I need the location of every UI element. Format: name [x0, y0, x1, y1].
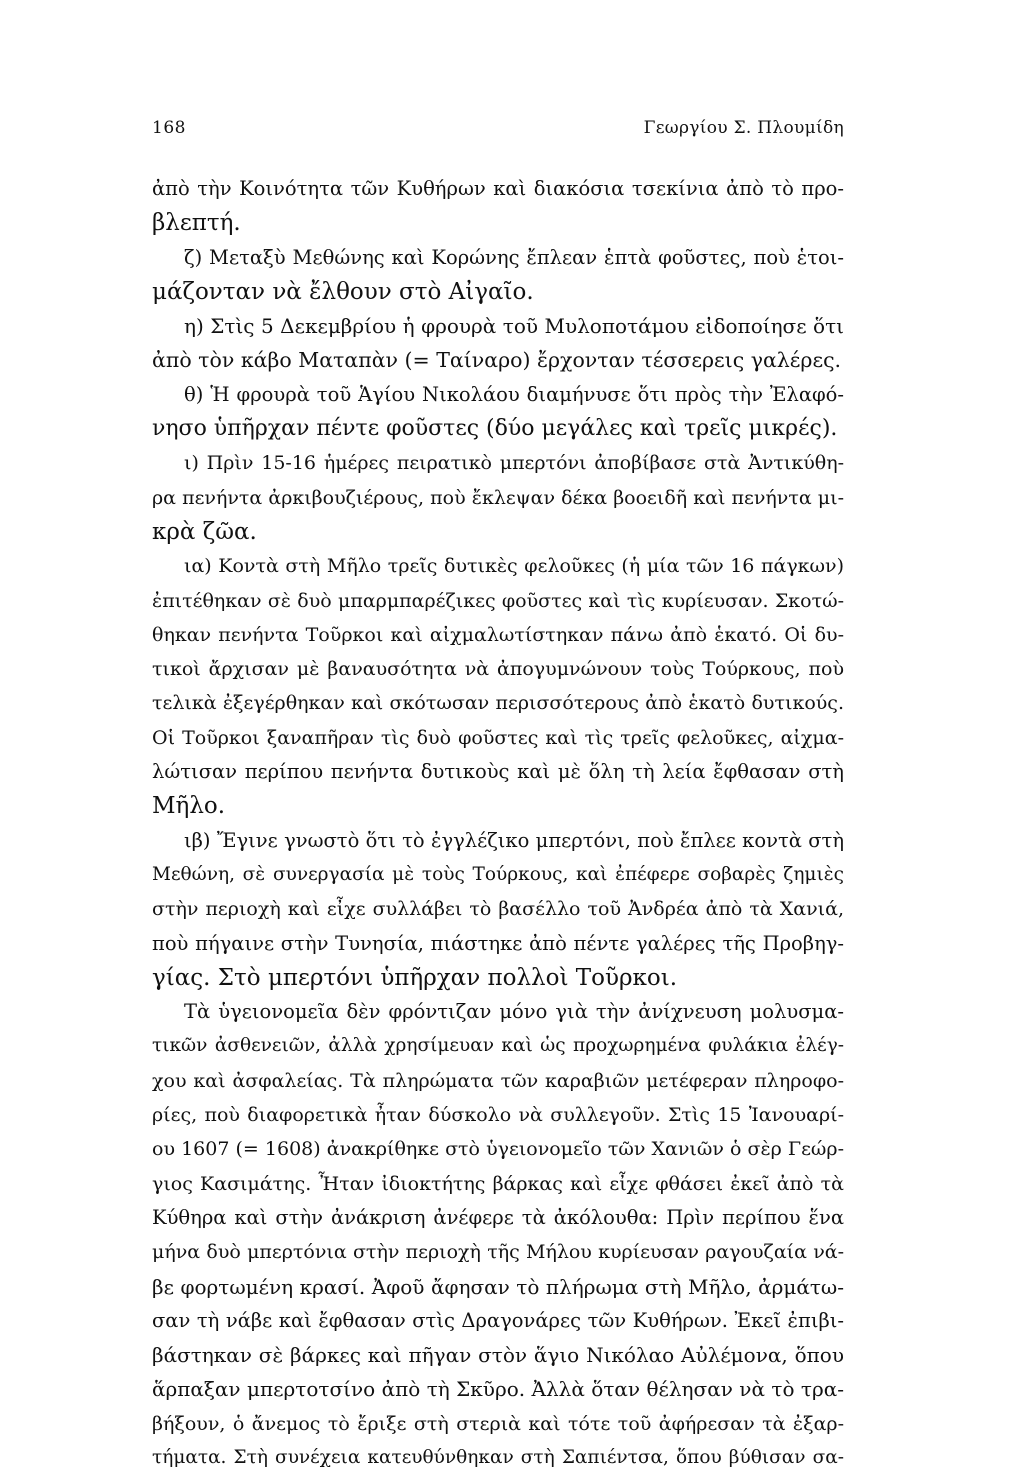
text-line: ου 1607 (= 1608) ἀνακρίθηκε στὸ ὑγειονομεῖο τῶν Χανιῶν ὁ σὲρ Γεώρ- — [152, 1138, 844, 1161]
page — [152, 118, 844, 1475]
text-line: ια) Κοντὰ στὴ Μῆλο τρεῖς δυτικὲς φελοῦκες (ἡ μία τῶν 16 πάγκων) — [184, 555, 844, 578]
text-line: θηκαν πενήντα Τοῦρκοι καὶ αἰχμαλωτίστηκαν πάνω ἀπὸ ἑκατό. Οἱ δυ- — [152, 623, 844, 646]
text-line: κρὰ ζῶα. — [152, 518, 257, 545]
text-line: γίας. Στὸ μπερτόνι ὑπῆρχαν πολλοὶ Τοῦρκοι. — [152, 964, 678, 991]
text-line: τήματα. Στὴ συνέχεια κατευθύνθηκαν στὴ Σαπιέντσα, ὅπου βύθισαν σα- — [152, 1446, 844, 1468]
text-line: νησο ὑπῆρχαν πέντε φοῦστες (δύο μεγάλες καὶ τρεῖς μικρές). — [152, 416, 838, 442]
text-line: βάστηκαν σὲ βάρκες καὶ πῆγαν στὸν ἅγιο Νικόλαο Αὐλέμονα, ὅπου — [152, 1343, 844, 1368]
text-line: τικῶν ἀσθενειῶν, ἀλλὰ χρησίμευαν καὶ ὡς προχωρημένα φυλάκια ἐλέγ- — [152, 1035, 844, 1057]
text-line: γιος Κασιμάτης. Ἦταν ἰδιοκτήτης βάρκας καὶ εἶχε φθάσει ἐκεῖ ἀπὸ τὰ — [152, 1172, 844, 1195]
body-text — [152, 172, 844, 1475]
text-line: βλεπτή. — [152, 210, 241, 237]
running-head-author: Γεωργίου Σ. Πλουμίδη — [643, 118, 844, 138]
running-head — [152, 118, 844, 146]
text-line: Μῆλο. — [152, 793, 226, 820]
text-line: ρα πενήντα ἀρκιβουζιέρους, ποὺ ἔκλεψαν δέκα βοοειδῆ καὶ πενήντα μι- — [152, 486, 844, 509]
text-line: ρίες, ποὺ διαφορετικὰ ἦταν δύσκολο νὰ συλλεγοῦν. Στὶς 15 Ἰανουαρί- — [152, 1104, 844, 1127]
text-line: η) Στὶς 5 Δεκεμβρίου ἡ φρουρὰ τοῦ Μυλοποτάμου εἰδοποίησε ὅτι — [184, 314, 844, 339]
text-line: θ) Ἡ φρουρὰ τοῦ Ἁγίου Νικολάου διαμήνυσε ὅτι πρὸς τὴν Ἐλαφό- — [184, 382, 844, 406]
text-line: ἀπὸ τὴν Κοινότητα τῶν Κυθήρων καὶ διακόσια τσεκίνια ἀπὸ τὸ προ- — [152, 177, 844, 200]
text-line: μήνα δυὸ μπερτόνια στὴν περιοχὴ τῆς Μήλου κυρίευσαν ραγουζαία νά- — [152, 1241, 844, 1264]
text-line: Τὰ ὑγειονομεῖα δὲν φρόντιζαν μόνο γιὰ τὴν ἀνίχνευση μολυσμα- — [184, 1000, 844, 1024]
text-line: Μεθώνη, σὲ συνεργασία μὲ τοὺς Τούρκους, καὶ ἐπέφερε σοβαρὲς ζημιὲς — [152, 863, 844, 885]
text-line: λώτισαν περίπου πενήντα δυτικοὺς καὶ μὲ ὅλη τὴ λεία ἔφθασαν στὴ — [152, 760, 844, 784]
text-line: βε φορτωμένη κρασί. Ἀφοῦ ἄφησαν τὸ πλήρωμα στὴ Μῆλο, ἀρμάτω- — [152, 1274, 844, 1299]
text-line: ἐπιτέθηκαν σὲ δυὸ μπαρμπαρέζικες φοῦστες καὶ τὶς κυρίευσαν. Σκοτώ- — [152, 589, 844, 612]
text-line: βήξουν, ὁ ἄνεμος τὸ ἔριξε στὴ στεριὰ καὶ τότε τοῦ ἀφήρεσαν τὰ ἐξαρ- — [152, 1412, 844, 1435]
text-line: στὴν περιοχὴ καὶ εἶχε συλλάβει τὸ βασέλλο τοῦ Ἀνδρέα ἀπὸ τὰ Χανιά, — [152, 898, 844, 921]
text-line: ἅρπαξαν μπερτοτσίνο ἀπὸ τὴ Σκῦρο. Ἀλλὰ ὅταν θέλησαν νὰ τὸ τρα- — [152, 1377, 844, 1402]
text-line: ζ) Μεταξὺ Μεθώνης καὶ Κορώνης ἔπλεαν ἑπτὰ φοῦστες, ποὺ ἑτοι- — [184, 245, 844, 269]
text-line: τελικὰ ἐξεγέρθηκαν καὶ σκότωσαν περισσότερους ἀπὸ ἑκατὸ δυτικούς. — [152, 692, 844, 715]
text-line: σαν τὴ νάβε καὶ ἔφθασαν στὶς Δραγονάρες τῶν Κυθήρων. Ἐκεῖ ἐπιβι- — [152, 1308, 844, 1332]
page-number: 168 — [152, 118, 186, 138]
text-line: μάζονταν νὰ ἔλθουν στὸ Αἰγαῖο. — [152, 278, 534, 305]
text-line: τικοὶ ἄρχισαν μὲ βαναυσότητα νὰ ἀπογυμνώνουν τοὺς Τούρκους, ποὺ — [152, 658, 844, 681]
text-line: Οἱ Τοῦρκοι ξαναπῆραν τὶς δυὸ φοῦστες καὶ τὶς τρεῖς φελοῦκες, αἰχμα- — [152, 726, 844, 749]
text-line: χου καὶ ἀσφαλείας. Τὰ πληρώματα τῶν καραβιῶν μετέφεραν πληροφο- — [152, 1069, 844, 1092]
text-line: Κύθηρα καὶ στὴν ἀνάκριση ἀνέφερε τὰ ἀκόλουθα: Πρὶν περίπου ἕνα — [152, 1205, 844, 1229]
text-line: ποὺ πήγαινε στὴν Τυνησία, πιάστηκε ἀπὸ πέντε γαλέρες τῆς Προβηγ- — [152, 931, 844, 955]
text-line: ι) Πρὶν 15-16 ἡμέρες πειρατικὸ μπερτόνι ἀποβίβασε στὰ Ἀντικύθη- — [184, 452, 844, 475]
text-line: ιβ) Ἔγινε γνωστὸ ὅτι τὸ ἐγγλέζικο μπερτόνι, ποὺ ἔπλεε κοντὰ στὴ — [184, 828, 844, 852]
text-line: ἀπὸ τὸν κάβο Ματαπὰν (= Ταίναρο) ἔρχονταν τέσσερεις γαλέρες. — [152, 348, 842, 373]
